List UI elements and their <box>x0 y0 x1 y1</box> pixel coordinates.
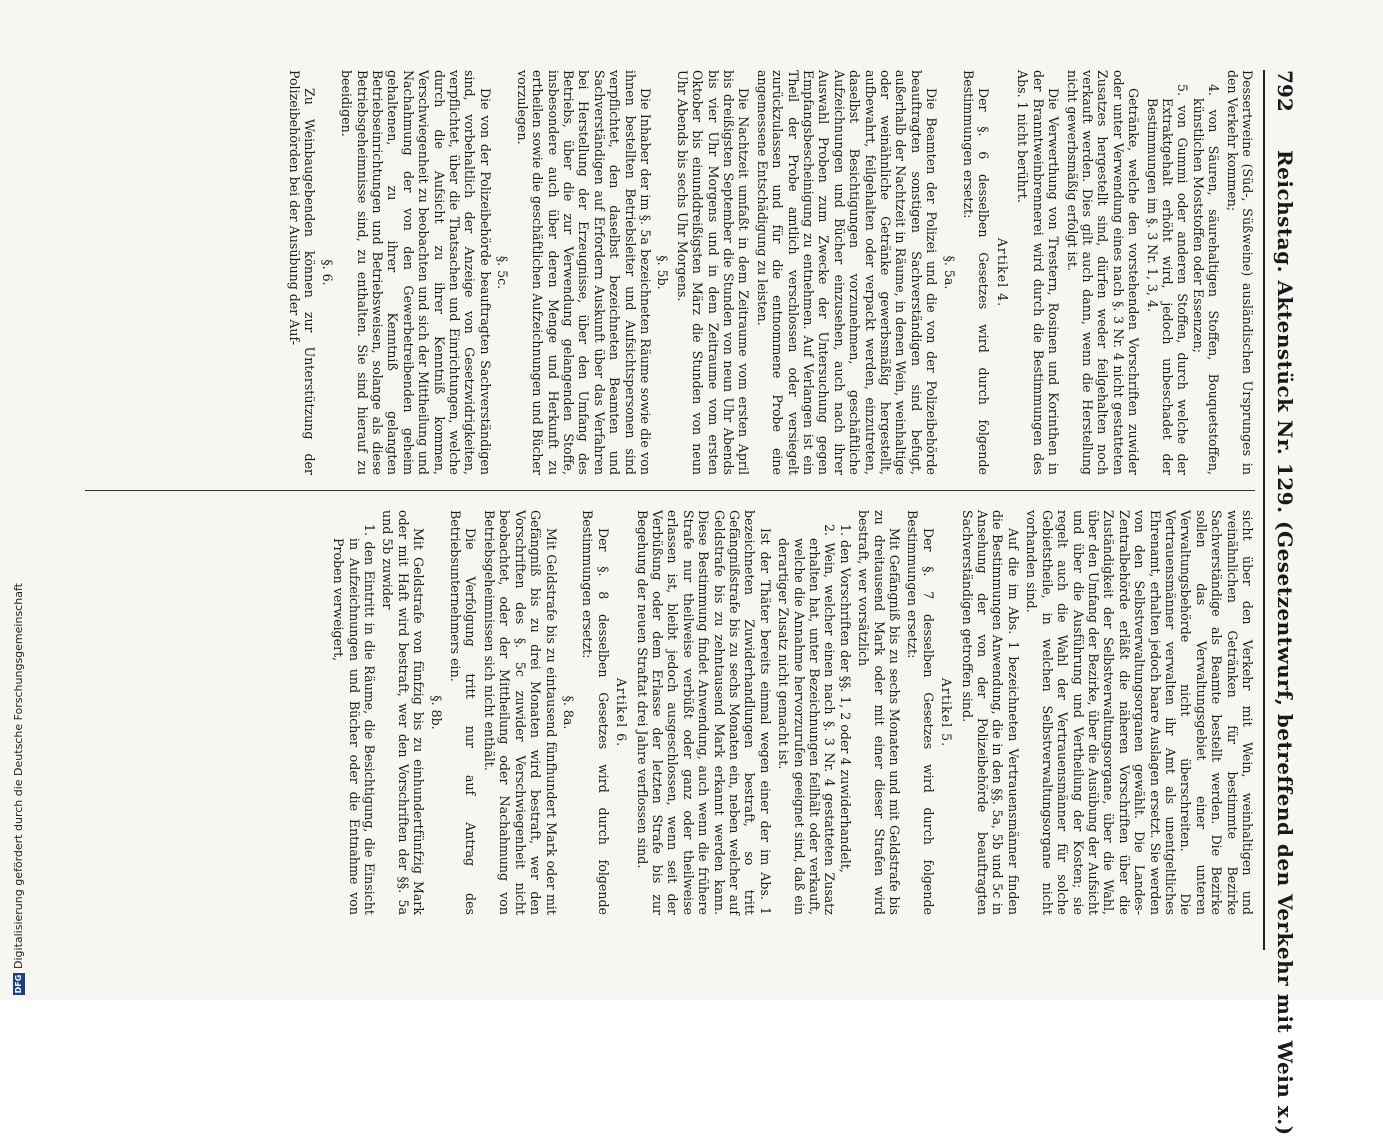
section-heading: §. 8a. <box>560 695 576 730</box>
section-heading: §. 5b. <box>655 255 671 290</box>
section-heading: §. 5a. <box>941 255 957 290</box>
paragraph: Auf die im Abs. 1 bezeichneten Vertrauensmänner finden die Bestimmungen Anwendung, die in den §§. 5a, 5b und 5c in Ansehung der von der Polizeibehörde beauftragten Sachverständigen getroffen sind. <box>959 510 1021 915</box>
dfg-logo-icon: DFG <box>14 974 23 994</box>
paragraph: Dessertweine (Süd-, Süßweine) ausländischen Ursprunges in den Verkehr kommen; <box>1224 70 1255 475</box>
paragraph: Ist der Thäter bereits einmal wegen einer der im Abs. 1 bezeichneten Zuwiderhandlungen bestraft, so tritt Gefängnißstrafe bis zu sechs Monaten ein, neben welcher auf Geldstrafe bis zu zehntausend Mark erkannt werden kann. Diese Bestimmung findet Anwendung, auch wenn die frühere Strafe nur theilweise verbüßt oder ganz oder theilweise erlassen ist, bleibt jedoch ausgeschlossen, wenn seit der Verbüßung oder dem Erlasse der letzten Strafe bis zur Begehung der neuen Straftat drei Jahre verflossen sind. <box>634 510 773 915</box>
paragraph: Die Beamten der Polizei und die von der Polizeibehörde beauftragten sonstigen Sachverständigen sind befugt, außerhalb der Nachtzeit in Räume, in denen Wein, weinhaltige oder weinähnliche Getränke gewerbsmäßig hergestellt, aufbewahrt, feilgehalten oder verpackt werden, einzutreten, daselbst Besichtigungen vorzunehmen, geschäftliche Aufzeichnungen und Bücher einzusehen, auch nach ihrer Auswahl Proben zum Zwecke der Untersuchung gegen Empfangsbescheinigung zu entnehmen. Auf Verlangen ist ein Theil der Probe amtlich verschlossen oder versiegelt zurückzulassen und für die entnommene Probe eine angemessene Entschädigung zu leisten. <box>754 70 940 475</box>
list-item: 5. von Gummi oder anderen Stoffen, durch welche der Extraktgehalt erhöht wird, jedoch unbeschadet der Bestimmungen im §. 3 Nr. 1, 3, 4. <box>1144 84 1191 475</box>
page-title: Reichstag. Aktenstück Nr. 129. (Gesetzentwurf, betreffend den Verkehr mit Wein x.) <box>1273 150 1297 1136</box>
article-heading: Artikel 4. <box>994 237 1010 308</box>
paragraph: Der §. 6 desselben Gesetzes wird durch folgende Bestimmungen ersetzt: <box>961 70 992 475</box>
paragraph: Getränke, welche den vorstehenden Vorschriften zuwider oder unter Verwendung eines nach §. 3 Nr. 4 nicht gestatteten Zusatzes hergestellt sind, dürfen weder feilgehalten noch verkauft werden. Dies gilt auch dann, wenn die Herstellung nicht gewerbsmäßig erfolgt ist. <box>1064 70 1142 475</box>
page-header <box>1263 70 1305 1136</box>
section-heading: §. 5c. <box>495 255 511 290</box>
paragraph: Die Inhaber der im §. 5a bezeichneten Räume sowie die von ihnen bestellten Betriebsleiter und Aufsichtspersonen sind verpflichtet, den daselbst bezeichneten Beamten und Sachverständigen auf Erfordern Auskunft über das Verfahren bei Herstellung der Erzeugnisse, über den Umfang des Betriebs, über die zur Verwendung gelangenden Stoffe, insbesondere auch über deren Menge und Herkunft zu ertheilen sowie die geschäftlichen Aufzeichnungen und Bücher vorzulegen. <box>514 70 653 475</box>
paragraph: Zu Weinbaugebenden können zur Unterstützung der Polizeibehörden bei der Ausübung der Auf- <box>287 70 318 475</box>
list-item: 2. Wein, welcher einen nach §. 3 Nr. 4 gestatteten Zusatz erhalten hat, unter Bezeichnungen feilhält oder verkauft, welche die Annahme hervorzurufen geeignet sind, daß ein derartiger Zusatz nicht gemacht ist. <box>776 524 838 915</box>
list-item: 1. den Vorschriften der §§. 1, 2 oder 4 zuwiderhandelt, <box>837 524 853 873</box>
list-item: 4. von Säuren, säurehaltigen Stoffen, Bouquetstoffen, künstlichen Moststoffen oder Essenzen; <box>1190 84 1222 475</box>
section-heading: §. 8b. <box>428 695 444 730</box>
article-heading: Artikel 5. <box>939 677 955 748</box>
rotated-page-content <box>80 70 1305 1136</box>
column-divider <box>85 490 1255 491</box>
paragraph: Die Nachtzeit umfaßt in dem Zeitraume vom ersten April bis dreißigsten September die Stunden von neun Uhr Abends bis vier Uhr Morgens und in dem Zeitraume vom ersten Oktober bis einunddreißigsten März die Stunden von neun Uhr Abends bis sechs Uhr Morgens. <box>674 70 752 475</box>
item-list <box>331 510 377 915</box>
article-heading: Artikel 6. <box>614 677 630 748</box>
section-heading: §. 6. <box>319 259 335 286</box>
digitization-credit <box>12 583 25 995</box>
paragraph: Mit Geldstrafe bis zu eintausend fünfhundert Mark oder mit Gefängniß bis zu drei Monaten wird bestraft, wer den Vorschriften des §. 5c zuwider Verschwiegenheit nicht beobachtet, oder der Mittheilung oder Nachahmung von Betriebsgeheimnissen sich nicht enthält. <box>481 510 559 915</box>
paragraph: Mit Geldstrafe von fünfzig bis zu einhundertfünfzig Mark oder mit Haft wird bestraft, wer den Vorschriften der §§. 5a und 5b zuwider <box>380 510 427 915</box>
paragraph: Die Verfolgung tritt nur auf Antrag des Betriebsunternehmers ein. <box>448 510 479 915</box>
right-column <box>328 510 1255 915</box>
paragraph: Der §. 7 desselben Gesetzes wird durch folgende Bestimmungen ersetzt: <box>905 510 936 915</box>
item-list <box>1144 70 1221 475</box>
list-item: 1. den Eintritt in die Räume, die Besichtigung, die Einsicht in Aufzeichnungen und Bücher oder die Entnahme von Proben verweigert, <box>331 524 378 915</box>
left-column <box>284 70 1255 475</box>
paragraph: Die Verwerthung von Trestern, Rosinen und Korinthen in der Branntweinbrennerei wird durch die Bestimmungen des Abs. 1 nicht berührt. <box>1015 70 1062 475</box>
paragraph: Der §. 8 desselben Gesetzes wird durch folgende Bestimmungen ersetzt: <box>580 510 611 915</box>
paragraph: Mit Gefängniß bis zu sechs Monaten und mit Geldstrafe bis zu dreitausend Mark oder mit einer dieser Strafen wird bestraft, wer vorsätzlich <box>856 510 903 915</box>
page-number: 792 <box>1273 70 1297 112</box>
item-list <box>776 510 853 915</box>
paragraph: sicht über den Verkehr mit Wein, weinhaltigen und weinähnlichen Getränken für bestimmte Bezirke Sachverständige als Beamte bestellt werden. Die Bezirke sollen das Verwaltungsgebiet einer unteren Verwaltungsbehörde nicht überschreiten. Die Vertrauensmänner verwalten ihr Amt als unentgeltliches Ehrenamt, erhalten jedoch baare Auslagen ersetzt. Sie werden von den Selbstverwaltungsorganen gewählt. Die Landes-Zentralbehörde erläßt die näheren Vorschriften über die Zuständigkeit der Selbstverwaltungsorgane, über die Wahl, über den Umfang der Bezirke, über die Ausübung der Aufsicht und über die Ausführung und Vertheilung der Kosten; sie regelt auch die Wahl der Vertrauensmänner für solche Gebietstheile, in welchen Selbstverwaltungsorgane nicht vorhanden sind. <box>1024 510 1255 915</box>
credit-text: Digitalisierung gefördert durch die Deutsche Forschungsgemeinschaft <box>12 583 25 969</box>
paragraph: Die von der Polizeibehörde beauftragten Sachverständigen sind, vorbehaltlich der Anzeige von Gesetzwidrigkeiten, verpflichtet, über die Thatsachen und Einrichtungen, welche durch die Aufsicht zu ihrer Kenntniß kommen, Verschwiegenheit zu beobachten und sich der Mittheilung und Nachahmung der von den Gewerbetreibenden geheim gehaltenen, zu ihrer Kenntniß gelangten Betriebseinrichtungen und Betriebsweisen, solange als diese Betriebsgeheimnisse sind, zu enthalten. Sie sind hierauf zu beeidigen. <box>339 70 493 475</box>
